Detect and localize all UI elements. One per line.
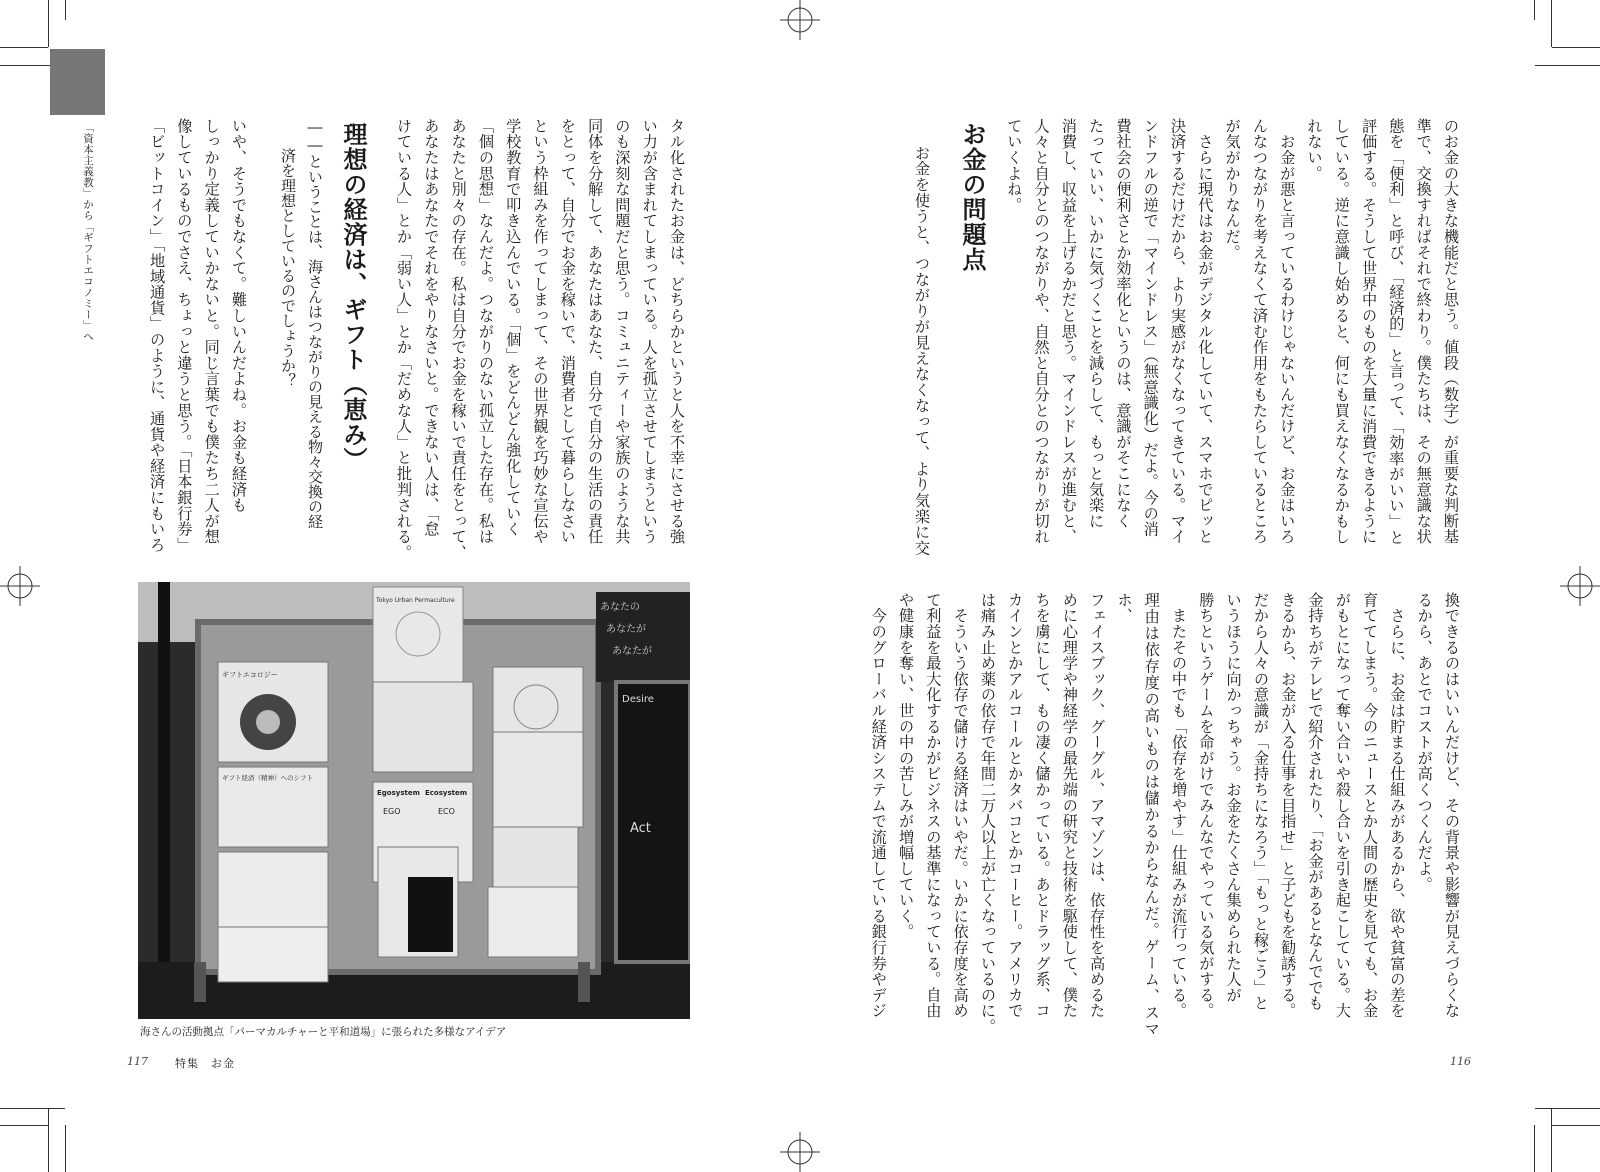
crop-mark <box>1551 0 1552 47</box>
crop-mark <box>0 1125 48 1126</box>
board-handwriting: あなたの <box>600 602 640 613</box>
poster-gift-label: ギフトエコロジー <box>222 671 278 679</box>
registration-mark-icon <box>0 566 40 606</box>
body-text-left-top: タル化されたお金は、どちらかというと人を不幸にさせる強 い力が含まれてしまっている。人を孤立させてしまうという のも深刻な問題だと思う。コミュニティーや家族のような共 同体を分解して、あなたはあなた、自分で自分の生活の責任 をとって、自分でお金を稼いで、消費者として暮らしなさい という枠組みを作ってしまって、その世界観を巧妙な宣伝や 学校教育で叩き込んでいる。「個」をどんどん強化していく 「個の思想」なんだよ。つながりのない孤立した存在。私は あなたと別々の存在。私は自分でお金を稼いで責任をとって、 あなたはあなたでそれをやりなさいと。できない人は、「怠 けている人」とか「弱い人」とか「だめな人」と批判される。 <box>395 118 686 561</box>
section-tab <box>50 49 105 115</box>
poster-ecosystem-label: Ecosystem <box>425 789 468 797</box>
body-text-right-top: のお金の大きな機能だと思う。値段（数字）が重要な判断基 準で、交換すればそれで終わり。僕たちは、その無意識な状 態を「便利」と呼び、「経済的」と言って、「効率がいい」と 評価する。そうして世界中のものを大量に消費できるように している。逆に意識し始めると、何にも買えなくなるかもし れない。 お金が悪と言っているわけじゃないんだけど、お金はいろ んなつながりを考えなくて済む作用をもたらしているところ が気がかりなんだ。 さらに現代はお金がデジタル化していて、スマホでピッと 決済するだけだから、より実感がなくなってきている。マイ ンドフルの逆で「マインドレス」（無意識化）だよ。今の消 費社会の便利さとか効率化というのは、意識がそこになく たっていい、いかに気づくことを減らして、もっと気楽に 消費し、収益を上げるかだと思う。マインドレスが進むと、 人々と自分とのつながりや、自然と自分とのつながりが切れ ていくよね。 <box>1005 118 1460 546</box>
crop-mark <box>1535 65 1600 66</box>
poster-top-label: Tokyo Urban Permaculture <box>376 597 455 604</box>
registration-mark-icon <box>1560 566 1600 606</box>
footer-section: 特集 <box>175 1057 199 1070</box>
footer-label <box>175 1055 247 1071</box>
running-head: 「資本主義教」から「ギフトエコノミー」へ <box>82 122 94 342</box>
interview-question: ――ということは、海さんはつながりの見える物々交換の経 済を理想としているのでしょうか？ <box>279 118 324 529</box>
registration-mark-icon <box>780 1132 820 1172</box>
board-handwriting: あなたが <box>606 624 646 635</box>
board-handwriting: あなたが <box>612 646 652 657</box>
page-number-right: 116 <box>1450 1055 1471 1068</box>
poster-egosystem-label: Egosystem <box>377 789 420 797</box>
poster-eco-label: ECO <box>438 807 455 816</box>
footer-title: お金 <box>211 1057 235 1070</box>
crop-mark <box>65 1125 66 1172</box>
crop-mark <box>0 47 48 48</box>
registration-mark-icon <box>780 0 820 40</box>
crop-mark <box>1534 1125 1535 1172</box>
board-desire-label: Desire <box>622 694 654 705</box>
section-heading: 理想の経済は、ギフト（恵み） <box>339 122 367 472</box>
body-text-right-bottom: 換できるのはいいんだけど、その背景や影響が見えづらくな るから、あとでコストが高くつくんだよ。 さらに、お金は貯まる仕組みがあるから、欲や貧富の差を 育ててしまう。今のニュースとか人間の歴史を見ても、お金 がもとになって奪い合いや殺し合いを引き起こしている。大 金持ちがテレビで紹介されたり、「お金があるとなんででも きるから、お金が入る仕事を目指せ」と子どもを勧誘する。 だから人々の意識が「金持ちになろう」「もっと稼ごう」と いうほうに向かっちゃう。お金をたくさん集められた人が 勝ちというゲームを命がけでみんなでやっている気がする。 またその中でも「依存を増やす」仕組みが流行っている。 理由は依存度の高いものは儲かるからなんだ。ゲーム、スマホ、 フェイスブック、グーグル、アマゾンは、依存性を高めるた めに心理学や神経学の最先端の研究と技術を駆使して、僕た ちを虜にして、もの凄く儲かっている。あとドラッグ系、コ カインとかアルコールとかタバコとかコーヒー。アメリカで は痛み止め薬の依存で年間二万人以上が亡くなっているのに。 そういう依存で儲ける経済はいやだ。いかに依存度を高め て利益を最大化するかがビジネスの基準になっている。自由 や健康を奪い、世の中の苦しみが増幅していく。 今のグローバル経済システムで流通している銀行券やデジ <box>869 592 1461 1037</box>
photo-caption: 海さんの活動拠点「パーマカルチャーと平和道場」に張られた多様なアイデア <box>140 1026 507 1038</box>
crop-mark <box>48 1108 49 1172</box>
poster-gift-shift-label: ギフト経済（精神）へのシフト <box>222 774 313 782</box>
crop-mark <box>1552 47 1600 48</box>
crop-mark <box>1552 1125 1600 1126</box>
crop-mark <box>65 0 66 20</box>
crop-mark <box>48 0 49 47</box>
poster-ego-label: EGO <box>383 807 401 816</box>
board-act-label: Act <box>630 821 651 836</box>
body-text-right-follow: お金を使うと、つながりが見えなくなって、より気楽に交 <box>913 145 931 556</box>
body-text-left-bottom: いや、そうでもなくて。難しいんだよね。お金も経済も しっかり定義していかないと。同じ言葉でも僕たち二人が想 像しているものでさえ、ちょっと違うと思う。「日本銀行券」 「ビットコイン」「地域通貨」のように、通貨や経済にもいろ <box>148 118 248 553</box>
crop-mark <box>1535 1108 1600 1109</box>
crop-mark <box>1551 1108 1552 1172</box>
crop-mark <box>1534 0 1535 20</box>
crop-mark <box>0 1108 65 1109</box>
section-heading-right: お金の問題点 <box>958 122 986 272</box>
page-number-left: 117 <box>127 1055 148 1068</box>
activity-photo <box>138 582 690 1019</box>
